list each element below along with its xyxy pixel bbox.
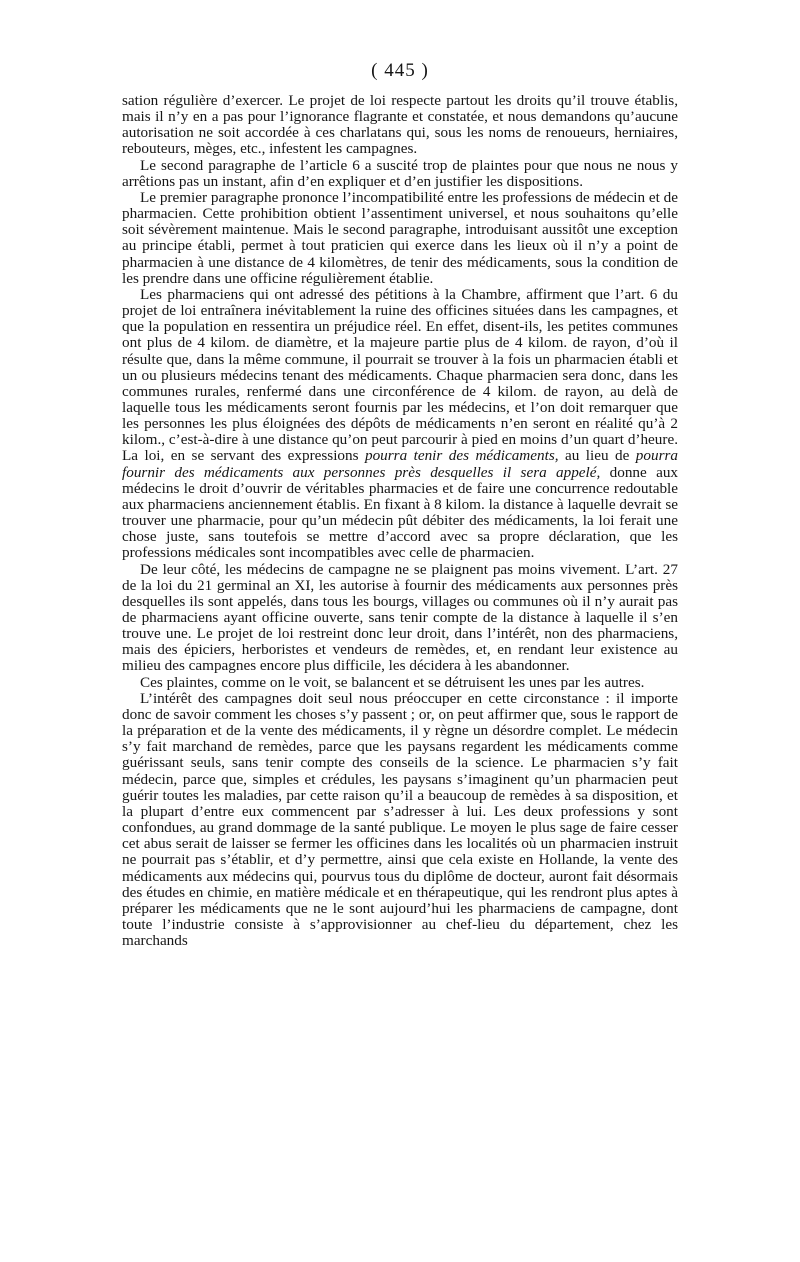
paragraph-4-text: Les pharmaciens qui ont adressé des pétitions à la Chambre, affirment que l’art. 6 du projet de loi entraînera inévitablement la ruine des officines situées dans les campagnes, et que la population en ressentira un préjudice réel. En effet, disent-ils, les petites communes ont plus de 4 kilom. de diamètre, et la majeure partie plus de 4 kilom. de rayon, d’où il résulte que, dans la même commune, il pourrait se trouver à la fois un pharmacien établi et un ou plusieurs médecins tenant des médicaments. Chaque pharmacien sera donc, dans les communes rurales, renfermé dans une circonférence de 4 kilom. de rayon, au delà de laquelle tous les médicaments seront fournis par les médecins, et l’on doit remarquer que les personnes les plus éloignées des dépôts de médicaments n’en seront en réalité qu’à 2 kilom., c’est-à-dire à une distance qu’on peut parcourir à pied en moins d’un quart d’heure. La loi, en se servant des expressions [122,285,678,465]
paragraph-5: De leur côté, les médecins de campagne ne se plaignent pas moins vivement. L’art. 27 de la loi du 21 germinal an XI, les autorise à fournir des médicaments aux personnes près desquelles ils sont appelés, dans tous les bourgs, villages ou communes où il n’y aurait pas de pharmaciens ayant officine ouverte, sans tenir compte de la distance à laquelle il s’en trouve une. Le projet de loi restreint donc leur droit, dans l’intérêt, non des pharmaciens, mais des épiciers, herboristes et vendeurs de remèdes, et, en rendant leur existence au milieu des campagnes encore plus difficile, les décidera à les abandonner. [122,560,678,675]
paragraph-3: Le premier paragraphe prononce l’incompatibilité entre les professions de médecin et de pharmacien. Cette prohibition obtient l’assentiment universel, et nous souhaitons qu’elle soit sévèrement maintenue. Mais le second paragraphe, introduisant aussitôt une exception au principe établi, permet à tout praticien qui exerce dans les lieux où il n’y a point de pharmacien à une distance de 4 kilomètres, de tenir des médicaments, sous la condition de les prendre dans une officine régulièrement établie. [122,188,678,287]
paragraph-1: sation régulière d’exercer. Le projet de loi respecte partout les droits qu’il trouve établis, mais il n’y en a pas pour l’ignorance flagrante et constatée, et nous demandons qu’aucune autorisation ne soit accordée à ces charlatans qui, sous les noms de renoueurs, herniaires, rebouteurs, mèges, etc., infestent les campagnes. [122,92,678,158]
paragraph-2: Le second paragraphe de l’article 6 a suscité trop de plaintes pour que nous ne nous y arrêtions pas un instant, afin d’en expliquer et d’en justifier les dispositions. [122,156,678,190]
paragraph-4-mid: au lieu de [558,447,636,465]
paragraph-6: Ces plaintes, comme on le voit, se balancent et se détruisent les unes par les autres. [140,673,645,691]
paragraph-4 [122,287,678,562]
paragraph-4-end: donne aux médecins le droit d’ouvrir de véritables pharmacies et de faire une concurrence redoutable aux pharmaciens anciennement établis. En fixant à 8 kilom. la distance à laquelle devrait se trouver une pharmacie, pour qu’un médecin pût débiter des médicaments, la loi ferait une chose juste, sans toutefois se mettre d’accord avec sa propre déclaration, que les professions médicales sont incompatibles avec celle de pharmacien. [122,463,679,562]
body-text [122,93,678,949]
page-number: ( 445 ) [371,60,429,81]
italic-quote-2: pourra fournir des médicaments aux personnes près desquelles il sera appelé, [122,447,678,481]
paragraph-7: L’intérêt des campagnes doit seul nous préoccuper en cette circonstance : il importe donc de savoir comment les choses s’y passent ; or, on peut affirmer que, sous le rapport de la préparation et de la vente des médicaments, il y règne un désordre complet. Le médecin s’y fait marchand de remèdes, parce que les paysans regardent les médicaments comme guérissant seuls, sans tenir compte des conseils de la science. Le pharmacien s’y fait médecin, parce que, simples et crédules, les paysans s’imaginent qu’un pharmacien peut guérir toutes les maladies, par cette raison qu’il a beaucoup de remèdes à sa disposition, et la plupart d’entre eux commencent par s’adresser à lui. Les deux professions y sont confondues, au grand dommage de la santé publique. Le moyen le plus sage de faire cesser cet abus serait de laisser se fermer les officines dans les localités où un pharmacien instruit ne pourrait pas s’établir, et d’y permettre, ainsi que cela existe en Hollande, la vente des médicaments aux médecins qui, pourvus tous du diplôme de docteur, auront fait désormais des études en chimie, en matière médicale et en thérapeutique, qui les rendront plus aptes à préparer les médicaments que ne le sont aujourd’hui les pharmaciens de campagne, dont toute l’industrie consiste à s’approvisionner au chef-lieu du département, chez les marchands [122,689,678,950]
italic-quote-1: pourra tenir des médicaments, [364,447,559,465]
